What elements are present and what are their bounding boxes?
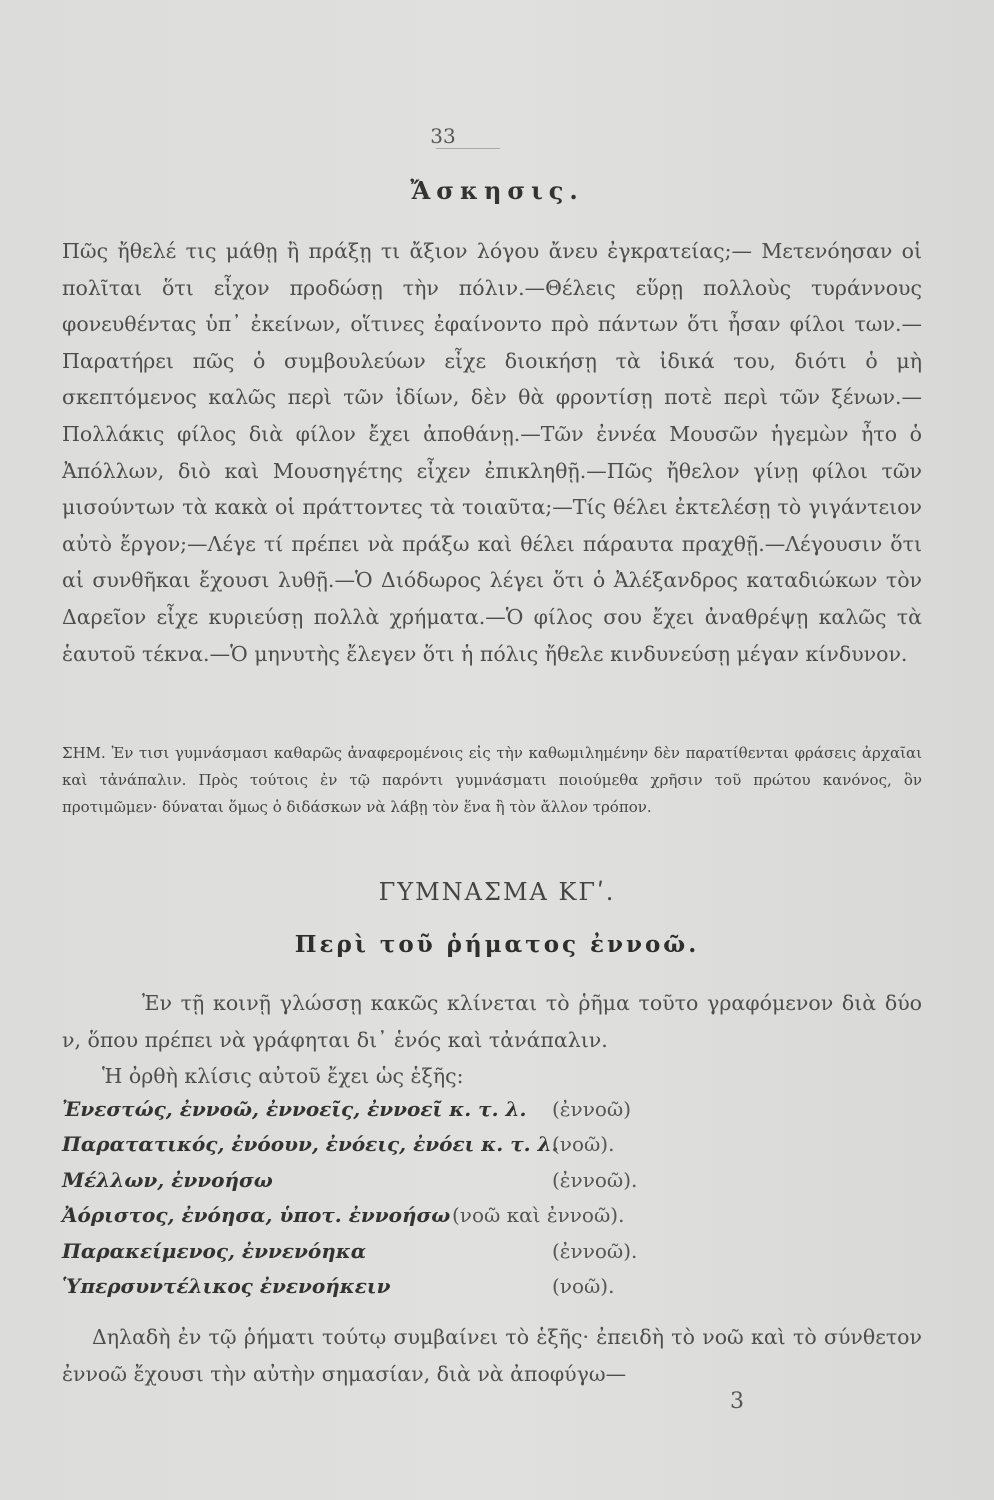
conjugation-note: (νοῶ). [552,1132,615,1157]
conjugation-row [62,1239,762,1274]
section-title: ΓΥΜΝΑΣΜΑ ΚΓʹ. [378,878,616,906]
exercise-paragraph: Πῶς ἤθελέ τις μάθῃ ἢ πράξῃ τι ἄξιον λόγου ἄνευ ἐγκρατείας;— Μετενόησαν οἱ πολῖται ὅτι εἶχον προδώσῃ τὴν πόλιν.—Θέλεις εὕρῃ πολλοὺς τυράννους φονευθέντας ὑπ᾽ ἐκείνων, οἵτινες ἐφαίνοντο πρὸ πάντων ὅτι ἦσαν φίλοι των.—Παρατήρει πῶς ὁ συμβουλεύων εἶχε διοικήσῃ τὰ ἰδικά του, διότι ὁ μὴ σκεπτόμενος καλῶς περὶ τῶν ἰδίων, δὲν θὰ φροντίσῃ ποτὲ περὶ τῶν ξένων.—Πολλάκις φίλος διὰ φίλον ἔχει ἀποθάνῃ.—Τῶν ἐννέα Μουσῶν ἡγεμὼν ἦτο ὁ Ἀπόλλων, διὸ καὶ Μουσηγέτης εἶχεν ἐπικληθῇ.—Πῶς ἤθελον γίνῃ φίλοι τῶν μισούντων τὰ κακὰ οἱ πράττοντες τὰ τοιαῦτα;—Τίς θέλει ἐκτελέσῃ τὸ γιγάντειον αὐτὸ ἔργον;—Λέγε τί πρέπει νὰ πράξω καὶ θέλει πάραυτα πραχθῇ.—Λέγουσιν ὅτι αἱ συνθῆκαι ἔχουσι λυθῇ.—Ὁ Διόδωρος λέγει ὅτι ὁ Ἀλέξανδρος καταδιώκων τὸν Δαρεῖον εἶχε κυριεύσῃ πολλὰ χρήματα.—Ὁ φίλος σου ἔχει ἀναθρέψῃ καλῶς τὰ ἑαυτοῦ τέκνα.—Ὁ μηνυτὴς ἔλεγεν ὅτι ἡ πόλις ἤθελε κινδυνεύσῃ μέγαν κίνδυνον. [62,239,922,666]
conjugation-list [62,1097,762,1309]
conjugation-row [62,1274,762,1309]
conjugation-note: (ἐννοῶ). [552,1238,638,1263]
conjugation-row [62,1097,762,1132]
intro-text: Ἐν τῇ κοινῇ γλώσσῃ κακῶς κλίνεται τὸ ῥῆμα τοῦτο γραφόμενον διὰ δύο ν, ὅπου πρέπει νὰ γράφηται δι᾽ ἑνός καὶ τἀνάπαλιν. [62,991,922,1052]
note-paragraph: ΣΗΜ. Ἐν τισι γυμνάσμασι καθαρῶς ἀναφερομένοις εἰς τὴν καθωμιλημένην δὲν παρατίθενται φράσεις ἀρχαῖαι καὶ τἀνάπαλιν. Πρὸς τούτοις ἐν τῷ παρόντι γυμνάσματι ποιούμεθα χρῆσιν τοῦ πρώτου κανόνος, ὃν προτιμῶμεν· δύναται ὅμως ὁ διδάσκων νὰ λάβῃ τὸν ἕνα ἢ τὸν ἄλλον τρόπον. [62,744,922,816]
signature-number: 3 [730,1389,744,1414]
conjugation-row [62,1203,762,1238]
conjugation-forms: Παρακείμενος, ἐννενόηκα [62,1238,367,1263]
intro-text-2: Ἡ ὀρθὴ κλίσις αὐτοῦ ἔχει ὡς ἑξῆς: [102,1064,464,1089]
conjugation-note: (ἐννοῶ) [552,1097,632,1121]
conjugation-row [62,1168,762,1203]
conjugation-note: (ἐννοῶ). [552,1167,638,1192]
closing-paragraph: Δηλαδὴ ἐν τῷ ῥήματι τούτῳ συμβαίνει τὸ ἑξῆς· ἐπειδὴ τὸ νοῶ καὶ τὸ σύνθετον ἐννοῶ ἔχουσι τὴν αὐτὴν σημασίαν, διὰ νὰ ἀποφύγω— [62,1325,922,1386]
intro-paragraph [62,985,922,1095]
conjugation-forms: Ὑπερσυντέλικος ἐνενοήκειν [62,1273,391,1298]
header-rule [436,148,500,149]
conjugation-note: (νοῶ). [552,1273,615,1298]
page-number: 33 [430,124,456,148]
conjugation-forms: Μέλλων, ἐννοήσω [62,1167,273,1192]
conjugation-row [62,1132,762,1167]
conjugation-forms: Ἐνεστώς, ἐννοῶ, ἐννοεῖς, ἐννοεῖ κ. τ. λ. [62,1097,527,1121]
section-subtitle: Περὶ τοῦ ῥήματος ἐννοῶ. [294,931,700,958]
conjugation-note: (νοῶ καὶ ἐννοῶ). [452,1203,625,1228]
conjugation-forms: Ἀόριστος, ἐνόησα, ὑποτ. ἐννοήσω [62,1203,451,1228]
exercise-title: Ἄσκησις. [410,176,584,205]
conjugation-forms: Παρατατικός, ἐνόουν, ἐνόεις, ἐνόει κ. τ. λ. [62,1132,559,1157]
